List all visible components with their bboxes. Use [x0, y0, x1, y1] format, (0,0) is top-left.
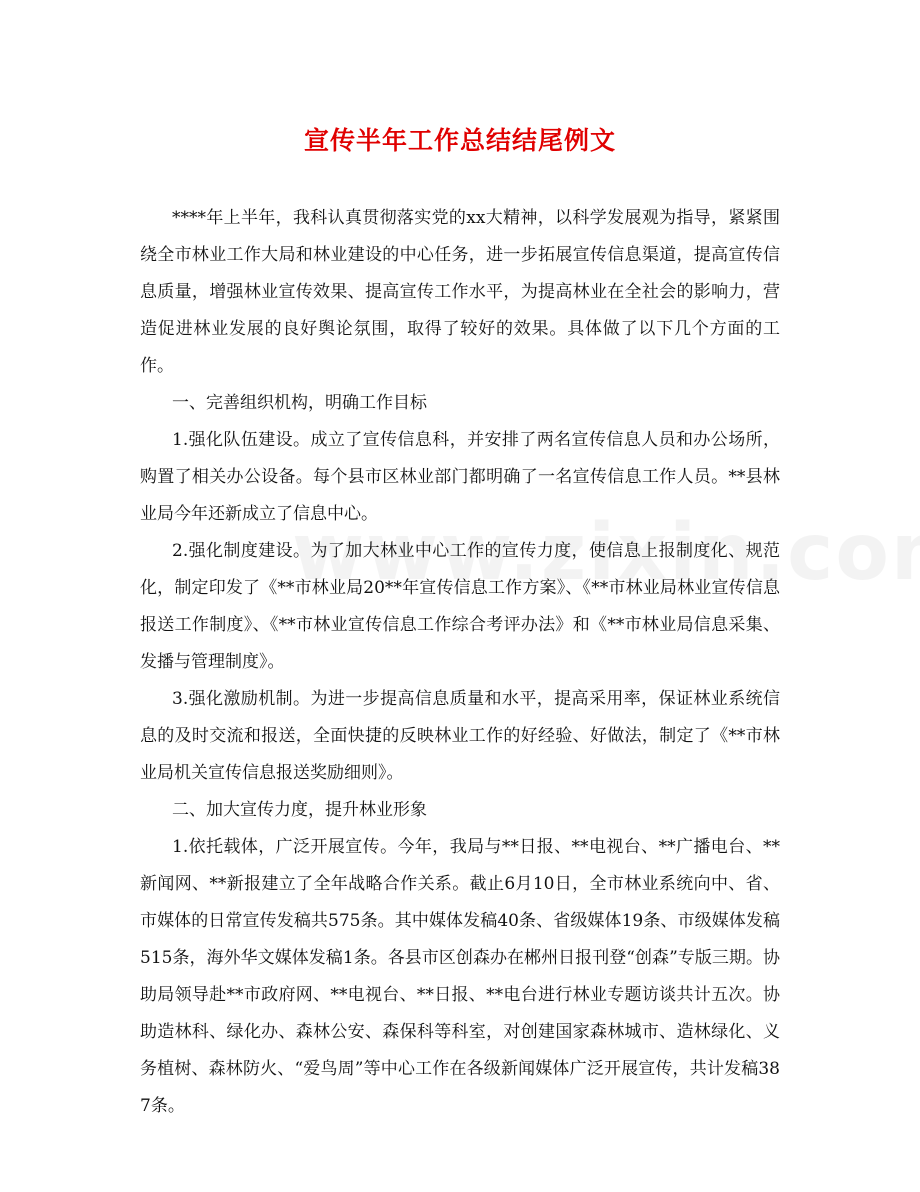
- paragraph-incentive-mechanism: 3.强化激励机制。为进一步提高信息质量和水平，提高采用率，保证林业系统信息的及时交流和报送，全面快捷的反映林业工作的好经验、好做法，制定了《**市林业局机关宣传信息报送奖励细则》。: [140, 689, 780, 783]
- section-heading-2: 二、加大宣传力度，提升林业形象: [172, 800, 427, 820]
- document-title: 宣传半年工作总结结尾例文: [303, 126, 616, 155]
- paragraph-team-building: 1.强化队伍建设。成立了宣传信息科，并安排了两名宣传信息人员和办公场所，购置了相关办公设备。每个县市区林业部门都明确了一名宣传信息工作人员。**县林业局今年还新成立了信息中心。: [140, 430, 780, 524]
- section-heading-1: 一、完善组织机构，明确工作目标: [172, 393, 427, 413]
- paragraph-system-building: 2.强化制度建设。为了加大林业中心工作的宣传力度，使信息上报制度化、规范化，制定印发了《**市林业局20**年宣传信息工作方案》、《**市林业局林业宣传信息报送工作制度》、《**市林业宣传信息工作综合考评办法》和《**市林业局信息采集、发播与管理制度》。: [140, 541, 780, 672]
- paragraph-publicity: 1.依托载体，广泛开展宣传。今年，我局与**日报、**电视台、**广播电台、**新闻网、**新报建立了全年战略合作关系。截止6月10日，全市林业系统向中、省、市媒体的日常宣传发稿共575条。其中媒体发稿40条、省级媒体19条、市级媒体发稿515条，海外华文媒体发稿1条。各县市区创森办在郴州日报刊登“创森”专版三期。协助局领导赴**市政府网、**电视台、**日报、**电台进行林业专题访谈共计五次。协助造林科、绿化办、森林公安、森保科等科室，对创建国家森林城市、造林绿化、义务植树、森林防火、“爱鸟周”等中心工作在各级新闻媒体广泛开展宣传，共计发稿387条。: [140, 837, 780, 1116]
- intro-paragraph: ****年上半年，我科认真贯彻落实党的xx大精神，以科学发展观为指导，紧紧围绕全市林业工作大局和林业建设的中心任务，进一步拓展宣传信息渠道，提高宣传信息质量，增强林业宣传效果、提高宣传工作水平，为提高林业在全社会的影响力，营造促进林业发展的良好舆论氛围，取得了较好的效果。具体做了以下几个方面的工作。: [140, 208, 780, 376]
- document-body: [140, 200, 780, 1125]
